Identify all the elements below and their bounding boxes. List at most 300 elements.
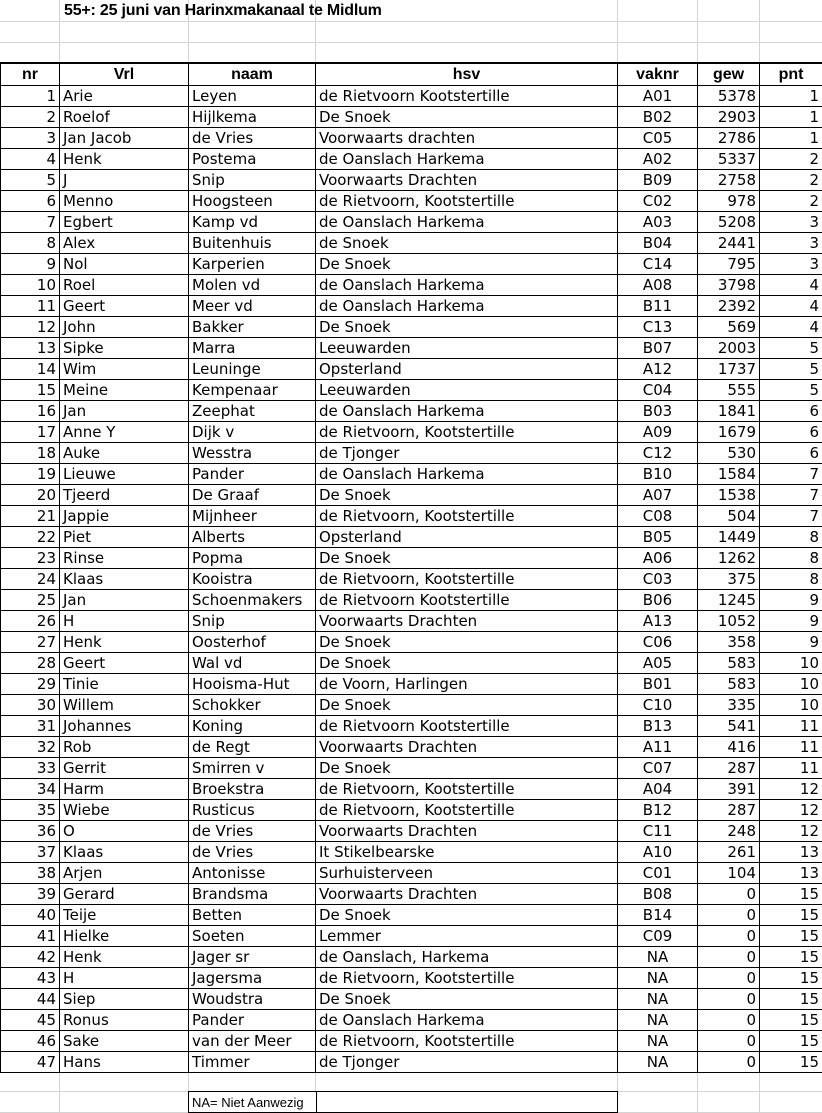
cell-voornaam[interactable]: Auke [60, 443, 189, 464]
cell-voornaam[interactable]: Ronus [60, 1010, 189, 1031]
cell-voornaam[interactable]: Wim [60, 359, 189, 380]
cell-naam[interactable]: Snip [189, 611, 316, 632]
cell-voornaam[interactable]: Alex [60, 233, 189, 254]
cell-naam[interactable]: Leyen [189, 86, 316, 107]
cell-punten[interactable]: 2 [760, 149, 822, 170]
cell-nr[interactable]: 41 [1, 926, 60, 947]
cell-nr[interactable]: 19 [1, 464, 60, 485]
cell-voornaam[interactable]: Arie [60, 86, 189, 107]
cell-naam[interactable]: Mijnheer [189, 506, 316, 527]
cell-voornaam[interactable]: Egbert [60, 212, 189, 233]
cell-gewicht[interactable]: 1262 [698, 548, 760, 569]
cell-vaknr[interactable]: B05 [618, 527, 698, 548]
cell-nr[interactable]: 2 [1, 107, 60, 128]
cell-hsv[interactable]: De Snoek [316, 989, 618, 1010]
cell-nr[interactable]: 21 [1, 506, 60, 527]
cell-gewicht[interactable]: 583 [698, 674, 760, 695]
cell-hsv[interactable]: de Oanslach Harkema [316, 401, 618, 422]
cell-naam[interactable]: de Regt [189, 737, 316, 758]
cell-nr[interactable]: 5 [1, 170, 60, 191]
cell-voornaam[interactable]: Tinie [60, 674, 189, 695]
cell-punten[interactable]: 11 [760, 716, 822, 737]
cell-naam[interactable]: Jager sr [189, 947, 316, 968]
header-nr[interactable]: nr [1, 63, 60, 86]
cell-gewicht[interactable]: 978 [698, 191, 760, 212]
cell-vaknr[interactable]: NA [618, 1031, 698, 1052]
cell-vaknr[interactable]: B11 [618, 296, 698, 317]
cell-punten[interactable]: 9 [760, 590, 822, 611]
cell-nr[interactable]: 45 [1, 1010, 60, 1031]
cell-hsv[interactable]: De Snoek [316, 485, 618, 506]
cell-gewicht[interactable]: 248 [698, 821, 760, 842]
cell-vaknr[interactable]: C04 [618, 380, 698, 401]
cell-naam[interactable]: Alberts [189, 527, 316, 548]
cell-punten[interactable]: 7 [760, 464, 822, 485]
cell-punten[interactable]: 5 [760, 338, 822, 359]
cell-hsv[interactable]: de Rietvoorn, Kootstertille [316, 422, 618, 443]
cell-voornaam[interactable]: Teije [60, 905, 189, 926]
cell-voornaam[interactable]: Wiebe [60, 800, 189, 821]
cell-nr[interactable]: 20 [1, 485, 60, 506]
cell-nr[interactable]: 14 [1, 359, 60, 380]
cell-hsv[interactable]: de Rietvoorn, Kootstertille [316, 569, 618, 590]
cell-gewicht[interactable]: 1245 [698, 590, 760, 611]
cell-naam[interactable]: Karperien [189, 254, 316, 275]
cell-vaknr[interactable]: C11 [618, 821, 698, 842]
cell-voornaam[interactable]: H [60, 968, 189, 989]
cell-gewicht[interactable]: 0 [698, 1052, 760, 1073]
cell-gewicht[interactable]: 555 [698, 380, 760, 401]
cell-naam[interactable]: Jagersma [189, 968, 316, 989]
cell-punten[interactable]: 2 [760, 191, 822, 212]
cell-punten[interactable]: 10 [760, 695, 822, 716]
cell-gewicht[interactable]: 1538 [698, 485, 760, 506]
cell-naam[interactable]: Betten [189, 905, 316, 926]
cell-hsv[interactable]: de Rietvoorn, Kootstertille [316, 1031, 618, 1052]
cell-nr[interactable]: 12 [1, 317, 60, 338]
cell-voornaam[interactable]: Hans [60, 1052, 189, 1073]
cell-vaknr[interactable]: C05 [618, 128, 698, 149]
cell-voornaam[interactable]: Gerard [60, 884, 189, 905]
cell-gewicht[interactable]: 2786 [698, 128, 760, 149]
cell-punten[interactable]: 7 [760, 485, 822, 506]
cell-hsv[interactable]: de Oanslach Harkema [316, 296, 618, 317]
cell-vaknr[interactable]: B03 [618, 401, 698, 422]
cell-punten[interactable]: 4 [760, 275, 822, 296]
cell-gewicht[interactable]: 1679 [698, 422, 760, 443]
cell-hsv[interactable]: Lemmer [316, 926, 618, 947]
cell-gewicht[interactable]: 335 [698, 695, 760, 716]
cell-hsv[interactable]: de Oanslach Harkema [316, 149, 618, 170]
cell-punten[interactable]: 3 [760, 233, 822, 254]
cell-punten[interactable]: 3 [760, 254, 822, 275]
cell-vaknr[interactable]: NA [618, 1052, 698, 1073]
cell-vaknr[interactable]: NA [618, 947, 698, 968]
cell-hsv[interactable]: de Voorn, Harlingen [316, 674, 618, 695]
cell-gewicht[interactable]: 5337 [698, 149, 760, 170]
cell-nr[interactable]: 1 [1, 86, 60, 107]
cell-hsv[interactable]: de Oanslach, Harkema [316, 947, 618, 968]
cell-naam[interactable]: Dijk v [189, 422, 316, 443]
cell-gewicht[interactable]: 0 [698, 905, 760, 926]
cell-punten[interactable]: 8 [760, 548, 822, 569]
cell-naam[interactable]: Snip [189, 170, 316, 191]
cell-gewicht[interactable]: 104 [698, 863, 760, 884]
cell-gewicht[interactable]: 358 [698, 632, 760, 653]
cell-nr[interactable]: 35 [1, 800, 60, 821]
cell-hsv[interactable]: de Rietvoorn Kootstertille [316, 590, 618, 611]
cell-naam[interactable]: Woudstra [189, 989, 316, 1010]
cell-voornaam[interactable]: Klaas [60, 569, 189, 590]
cell-nr[interactable]: 34 [1, 779, 60, 800]
cell-naam[interactable]: Brandsma [189, 884, 316, 905]
cell-gewicht[interactable]: 0 [698, 926, 760, 947]
cell-hsv[interactable]: de Snoek [316, 233, 618, 254]
cell-hsv[interactable]: De Snoek [316, 905, 618, 926]
cell-naam[interactable]: Schokker [189, 695, 316, 716]
cell-punten[interactable]: 15 [760, 947, 822, 968]
cell-naam[interactable]: Soeten [189, 926, 316, 947]
cell-vaknr[interactable]: C06 [618, 632, 698, 653]
cell-gewicht[interactable]: 2392 [698, 296, 760, 317]
cell-punten[interactable]: 13 [760, 863, 822, 884]
cell-voornaam[interactable]: Henk [60, 947, 189, 968]
cell-nr[interactable]: 15 [1, 380, 60, 401]
cell-voornaam[interactable]: Lieuwe [60, 464, 189, 485]
cell-nr[interactable]: 8 [1, 233, 60, 254]
cell-naam[interactable]: de Vries [189, 821, 316, 842]
cell-gewicht[interactable]: 1584 [698, 464, 760, 485]
cell-hsv[interactable]: De Snoek [316, 758, 618, 779]
cell-naam[interactable]: De Graaf [189, 485, 316, 506]
cell-punten[interactable]: 13 [760, 842, 822, 863]
cell-voornaam[interactable]: Rob [60, 737, 189, 758]
legend-note[interactable]: NA= Niet Aanwezig [192, 1095, 304, 1110]
cell-voornaam[interactable]: Tjeerd [60, 485, 189, 506]
cell-voornaam[interactable]: Jan [60, 590, 189, 611]
cell-hsv[interactable]: Opsterland [316, 359, 618, 380]
cell-gewicht[interactable]: 1449 [698, 527, 760, 548]
cell-nr[interactable]: 43 [1, 968, 60, 989]
cell-voornaam[interactable]: Sipke [60, 338, 189, 359]
cell-voornaam[interactable]: Sake [60, 1031, 189, 1052]
cell-naam[interactable]: Hooisma-Hut [189, 674, 316, 695]
cell-voornaam[interactable]: Jan [60, 401, 189, 422]
cell-hsv[interactable]: Leeuwarden [316, 380, 618, 401]
cell-gewicht[interactable]: 3798 [698, 275, 760, 296]
cell-punten[interactable]: 1 [760, 86, 822, 107]
cell-gewicht[interactable]: 2903 [698, 107, 760, 128]
cell-voornaam[interactable]: Siep [60, 989, 189, 1010]
cell-vaknr[interactable]: B06 [618, 590, 698, 611]
cell-hsv[interactable]: De Snoek [316, 653, 618, 674]
cell-hsv[interactable]: Voorwaarts Drachten [316, 737, 618, 758]
cell-voornaam[interactable]: Anne Y [60, 422, 189, 443]
cell-gewicht[interactable]: 504 [698, 506, 760, 527]
cell-hsv[interactable]: de Rietvoorn, Kootstertille [316, 968, 618, 989]
cell-vaknr[interactable]: C12 [618, 443, 698, 464]
cell-voornaam[interactable]: Nol [60, 254, 189, 275]
cell-naam[interactable]: Bakker [189, 317, 316, 338]
cell-nr[interactable]: 10 [1, 275, 60, 296]
cell-nr[interactable]: 36 [1, 821, 60, 842]
cell-vaknr[interactable]: A04 [618, 779, 698, 800]
cell-nr[interactable]: 26 [1, 611, 60, 632]
cell-nr[interactable]: 32 [1, 737, 60, 758]
cell-naam[interactable]: Kempenaar [189, 380, 316, 401]
cell-hsv[interactable]: de Rietvoorn, Kootstertille [316, 779, 618, 800]
cell-gewicht[interactable]: 2758 [698, 170, 760, 191]
cell-punten[interactable]: 15 [760, 1031, 822, 1052]
cell-punten[interactable]: 1 [760, 107, 822, 128]
cell-voornaam[interactable]: Harm [60, 779, 189, 800]
cell-voornaam[interactable]: Meine [60, 380, 189, 401]
cell-nr[interactable]: 23 [1, 548, 60, 569]
cell-voornaam[interactable]: Piet [60, 527, 189, 548]
cell-punten[interactable]: 15 [760, 905, 822, 926]
cell-nr[interactable]: 7 [1, 212, 60, 233]
cell-gewicht[interactable]: 541 [698, 716, 760, 737]
cell-hsv[interactable]: de Oanslach Harkema [316, 275, 618, 296]
cell-voornaam[interactable]: Klaas [60, 842, 189, 863]
cell-nr[interactable]: 30 [1, 695, 60, 716]
cell-vaknr[interactable]: A10 [618, 842, 698, 863]
cell-punten[interactable]: 4 [760, 317, 822, 338]
cell-voornaam[interactable]: J [60, 170, 189, 191]
cell-voornaam[interactable]: Geert [60, 653, 189, 674]
cell-gewicht[interactable]: 583 [698, 653, 760, 674]
cell-vaknr[interactable]: C08 [618, 506, 698, 527]
cell-nr[interactable]: 27 [1, 632, 60, 653]
cell-punten[interactable]: 8 [760, 527, 822, 548]
cell-hsv[interactable]: de Rietvoorn, Kootstertille [316, 800, 618, 821]
cell-nr[interactable]: 46 [1, 1031, 60, 1052]
cell-punten[interactable]: 12 [760, 821, 822, 842]
cell-vaknr[interactable]: B14 [618, 905, 698, 926]
cell-hsv[interactable]: It Stikelbearske [316, 842, 618, 863]
cell-punten[interactable]: 7 [760, 506, 822, 527]
cell-hsv[interactable]: de Rietvoorn Kootstertille [316, 716, 618, 737]
cell-punten[interactable]: 8 [760, 569, 822, 590]
cell-naam[interactable]: Koning [189, 716, 316, 737]
cell-vaknr[interactable]: A12 [618, 359, 698, 380]
cell-hsv[interactable]: de Rietvoorn Kootstertille [316, 86, 618, 107]
cell-naam[interactable]: van der Meer [189, 1031, 316, 1052]
cell-naam[interactable]: Rusticus [189, 800, 316, 821]
cell-nr[interactable]: 17 [1, 422, 60, 443]
cell-hsv[interactable]: de Oanslach Harkema [316, 212, 618, 233]
cell-punten[interactable]: 10 [760, 674, 822, 695]
cell-voornaam[interactable]: John [60, 317, 189, 338]
cell-vaknr[interactable]: NA [618, 989, 698, 1010]
cell-gewicht[interactable]: 5378 [698, 86, 760, 107]
cell-naam[interactable]: Timmer [189, 1052, 316, 1073]
cell-hsv[interactable]: de Rietvoorn, Kootstertille [316, 506, 618, 527]
cell-naam[interactable]: Molen vd [189, 275, 316, 296]
cell-vaknr[interactable]: B13 [618, 716, 698, 737]
cell-punten[interactable]: 11 [760, 758, 822, 779]
cell-punten[interactable]: 9 [760, 611, 822, 632]
header-vrl[interactable]: Vrl [60, 63, 189, 86]
cell-punten[interactable]: 5 [760, 359, 822, 380]
cell-voornaam[interactable]: Johannes [60, 716, 189, 737]
cell-naam[interactable]: Oosterhof [189, 632, 316, 653]
cell-nr[interactable]: 28 [1, 653, 60, 674]
cell-vaknr[interactable]: B12 [618, 800, 698, 821]
cell-nr[interactable]: 6 [1, 191, 60, 212]
cell-nr[interactable]: 3 [1, 128, 60, 149]
cell-punten[interactable]: 3 [760, 212, 822, 233]
cell-naam[interactable]: Postema [189, 149, 316, 170]
cell-hsv[interactable]: Voorwaarts Drachten [316, 170, 618, 191]
cell-nr[interactable]: 39 [1, 884, 60, 905]
cell-hsv[interactable]: Voorwaarts Drachten [316, 884, 618, 905]
cell-gewicht[interactable]: 375 [698, 569, 760, 590]
cell-nr[interactable]: 16 [1, 401, 60, 422]
cell-naam[interactable]: Wesstra [189, 443, 316, 464]
cell-nr[interactable]: 9 [1, 254, 60, 275]
cell-hsv[interactable]: De Snoek [316, 632, 618, 653]
cell-hsv[interactable]: de Tjonger [316, 443, 618, 464]
cell-nr[interactable]: 24 [1, 569, 60, 590]
cell-nr[interactable]: 25 [1, 590, 60, 611]
cell-punten[interactable]: 15 [760, 884, 822, 905]
cell-vaknr[interactable]: A05 [618, 653, 698, 674]
cell-voornaam[interactable]: Willem [60, 695, 189, 716]
cell-nr[interactable]: 11 [1, 296, 60, 317]
header-hsv[interactable]: hsv [316, 63, 618, 86]
cell-punten[interactable]: 6 [760, 422, 822, 443]
cell-gewicht[interactable]: 0 [698, 1010, 760, 1031]
cell-punten[interactable]: 11 [760, 737, 822, 758]
cell-gewicht[interactable]: 5208 [698, 212, 760, 233]
cell-vaknr[interactable]: A02 [618, 149, 698, 170]
cell-voornaam[interactable]: Henk [60, 149, 189, 170]
cell-voornaam[interactable]: Menno [60, 191, 189, 212]
cell-voornaam[interactable]: Roel [60, 275, 189, 296]
cell-nr[interactable]: 37 [1, 842, 60, 863]
cell-punten[interactable]: 15 [760, 1010, 822, 1031]
cell-vaknr[interactable]: C14 [618, 254, 698, 275]
cell-naam[interactable]: Wal vd [189, 653, 316, 674]
cell-naam[interactable]: de Vries [189, 842, 316, 863]
cell-voornaam[interactable]: Gerrit [60, 758, 189, 779]
header-gew[interactable]: gew [698, 63, 760, 86]
cell-vaknr[interactable]: A13 [618, 611, 698, 632]
cell-voornaam[interactable]: Hielke [60, 926, 189, 947]
header-pnt[interactable]: pnt [760, 63, 822, 86]
cell-voornaam[interactable]: H [60, 611, 189, 632]
cell-nr[interactable]: 47 [1, 1052, 60, 1073]
cell-naam[interactable]: Smirren v [189, 758, 316, 779]
cell-naam[interactable]: Meer vd [189, 296, 316, 317]
cell-vaknr[interactable]: C10 [618, 695, 698, 716]
cell-punten[interactable]: 1 [760, 128, 822, 149]
cell-vaknr[interactable]: C07 [618, 758, 698, 779]
cell-nr[interactable]: 13 [1, 338, 60, 359]
cell-vaknr[interactable]: B08 [618, 884, 698, 905]
cell-naam[interactable]: Pander [189, 464, 316, 485]
cell-hsv[interactable]: De Snoek [316, 695, 618, 716]
cell-gewicht[interactable]: 795 [698, 254, 760, 275]
cell-hsv[interactable]: De Snoek [316, 107, 618, 128]
cell-gewicht[interactable]: 0 [698, 968, 760, 989]
cell-gewicht[interactable]: 0 [698, 989, 760, 1010]
cell-vaknr[interactable]: C02 [618, 191, 698, 212]
cell-vaknr[interactable]: C03 [618, 569, 698, 590]
cell-nr[interactable]: 40 [1, 905, 60, 926]
cell-vaknr[interactable]: B10 [618, 464, 698, 485]
cell-hsv[interactable]: Opsterland [316, 527, 618, 548]
cell-hsv[interactable]: de Tjonger [316, 1052, 618, 1073]
cell-gewicht[interactable]: 0 [698, 947, 760, 968]
cell-vaknr[interactable]: C01 [618, 863, 698, 884]
cell-nr[interactable]: 29 [1, 674, 60, 695]
cell-naam[interactable]: Schoenmakers [189, 590, 316, 611]
cell-vaknr[interactable]: C09 [618, 926, 698, 947]
cell-naam[interactable]: de Vries [189, 128, 316, 149]
cell-punten[interactable]: 12 [760, 800, 822, 821]
cell-punten[interactable]: 12 [760, 779, 822, 800]
cell-voornaam[interactable]: Arjen [60, 863, 189, 884]
cell-voornaam[interactable]: Roelof [60, 107, 189, 128]
cell-vaknr[interactable]: A11 [618, 737, 698, 758]
cell-hsv[interactable]: De Snoek [316, 254, 618, 275]
cell-punten[interactable]: 4 [760, 296, 822, 317]
cell-naam[interactable]: Pander [189, 1010, 316, 1031]
cell-punten[interactable]: 6 [760, 443, 822, 464]
cell-naam[interactable]: Kooistra [189, 569, 316, 590]
cell-gewicht[interactable]: 416 [698, 737, 760, 758]
cell-gewicht[interactable]: 2003 [698, 338, 760, 359]
cell-nr[interactable]: 38 [1, 863, 60, 884]
cell-voornaam[interactable]: O [60, 821, 189, 842]
cell-nr[interactable]: 31 [1, 716, 60, 737]
header-vaknr[interactable]: vaknr [618, 63, 698, 86]
cell-nr[interactable]: 33 [1, 758, 60, 779]
cell-vaknr[interactable]: B02 [618, 107, 698, 128]
cell-naam[interactable]: Antonisse [189, 863, 316, 884]
cell-vaknr[interactable]: A09 [618, 422, 698, 443]
cell-naam[interactable]: Leuninge [189, 359, 316, 380]
cell-voornaam[interactable]: Henk [60, 632, 189, 653]
cell-gewicht[interactable]: 2441 [698, 233, 760, 254]
cell-naam[interactable]: Kamp vd [189, 212, 316, 233]
cell-voornaam[interactable]: Geert [60, 296, 189, 317]
cell-voornaam[interactable]: Jappie [60, 506, 189, 527]
cell-punten[interactable]: 10 [760, 653, 822, 674]
cell-naam[interactable]: Hijlkema [189, 107, 316, 128]
cell-vaknr[interactable]: NA [618, 1010, 698, 1031]
cell-gewicht[interactable]: 261 [698, 842, 760, 863]
cell-punten[interactable]: 6 [760, 401, 822, 422]
cell-vaknr[interactable]: C13 [618, 317, 698, 338]
cell-vaknr[interactable]: A01 [618, 86, 698, 107]
cell-hsv[interactable]: De Snoek [316, 317, 618, 338]
cell-vaknr[interactable]: NA [618, 968, 698, 989]
cell-vaknr[interactable]: A07 [618, 485, 698, 506]
cell-punten[interactable]: 15 [760, 926, 822, 947]
cell-voornaam[interactable]: Jan Jacob [60, 128, 189, 149]
cell-hsv[interactable]: de Oanslach Harkema [316, 1010, 618, 1031]
cell-naam[interactable]: Hoogsteen [189, 191, 316, 212]
cell-hsv[interactable]: Surhuisterveen [316, 863, 618, 884]
cell-gewicht[interactable]: 287 [698, 758, 760, 779]
cell-hsv[interactable]: de Oanslach Harkema [316, 464, 618, 485]
cell-punten[interactable]: 2 [760, 170, 822, 191]
cell-hsv[interactable]: de Rietvoorn, Kootstertille [316, 191, 618, 212]
cell-gewicht[interactable]: 1841 [698, 401, 760, 422]
